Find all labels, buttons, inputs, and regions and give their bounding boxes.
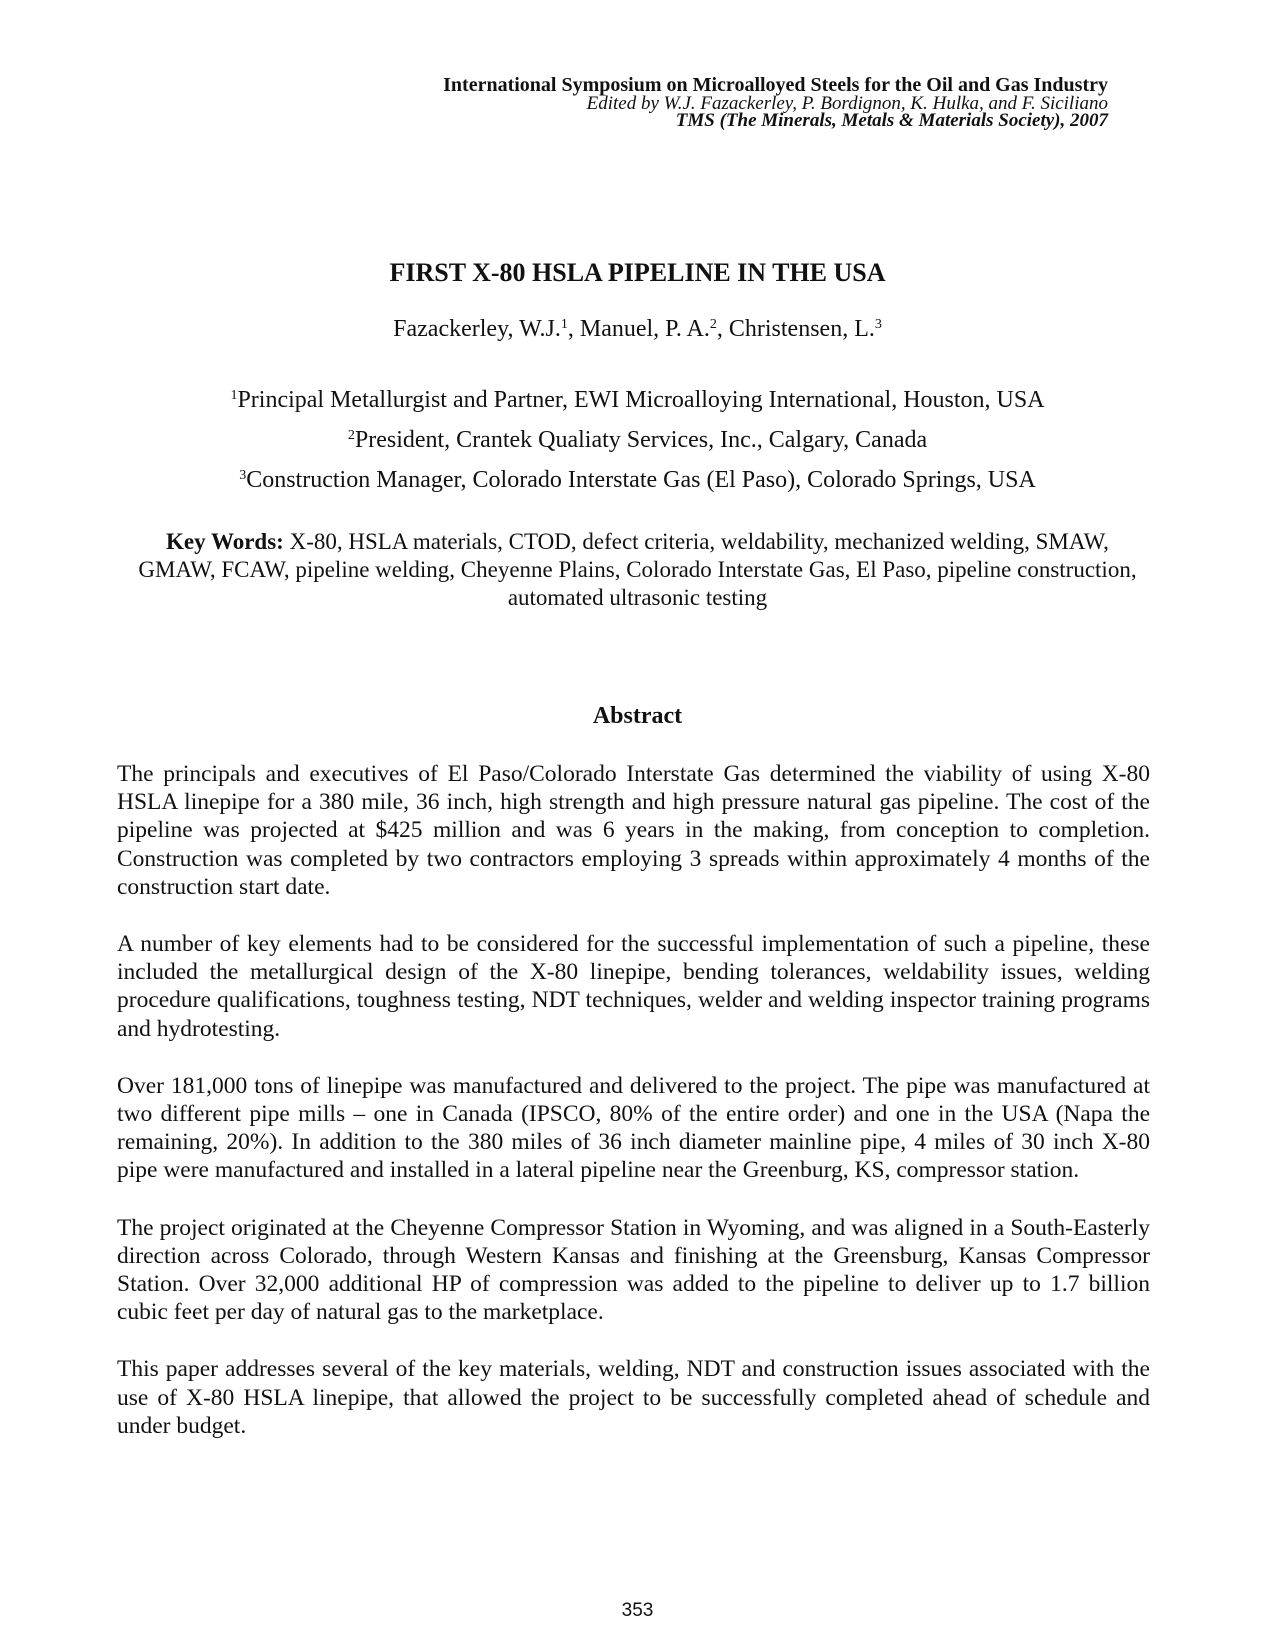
affiliation-text: President, Crantek Qualiaty Services, Inc., Calgary, Canada [354, 427, 928, 453]
affiliation-2 [0, 425, 1275, 455]
author-affiliation-mark: 3 [874, 317, 882, 332]
author-separator: , [567, 316, 580, 342]
affiliation-3 [0, 465, 1275, 495]
affiliation-text: Principal Metallurgist and Partner, EWI Microalloying International, Houston, USA [237, 387, 1045, 413]
abstract-body [117, 760, 1150, 1469]
publication-header [208, 74, 1108, 130]
paper-title: FIRST X-80 HSLA PIPELINE IN THE USA [389, 258, 886, 287]
author-affiliation-mark: 2 [709, 317, 717, 332]
abstract-paragraph: This paper addresses several of the key materials, welding, NDT and construction issues associated with the use of X-80 HSLA linepipe, that allowed the project to be successfully completed ahead of schedule and under budget. [117, 1356, 1150, 1439]
author-separator: , [716, 316, 729, 342]
abstract-paragraph: The principals and executives of El Paso/Colorado Interstate Gas determined the viability of using X-80 HSLA linepipe for a 380 mile, 36 inch, high strength and high pressure natural gas pipeline. The cost of the pipeline was projected at $425 million and was 6 years in the making, from conception to completion. Construction was completed by two contractors employing 3 spreads within approximately 4 months of the construction start date. [117, 761, 1150, 900]
abstract-paragraph: Over 181,000 tons of linepipe was manufactured and delivered to the project. The pipe was manufactured at two different pipe mills – one in Canada (IPSCO, 80% of the entire order) and one in the USA (Napa the remaining, 20%). In addition to the 380 miles of 36 inch diameter mainline pipe, 4 miles of 30 inch X-80 pipe were manufactured and installed in a lateral pipeline near the Greenburg, KS, compressor station. [117, 1072, 1150, 1184]
affiliation-mark: 1 [230, 388, 238, 403]
author-name: Christensen, L. [728, 316, 875, 342]
conference-name: International Symposium on Microalloyed Steels for the Oil and Gas Industry [443, 74, 1108, 96]
keywords-label: Key Words: [166, 529, 284, 554]
author-name: Manuel, P. A. [579, 316, 710, 342]
affiliation-mark: 3 [239, 468, 247, 483]
page-number: 353 [621, 1600, 654, 1621]
abstract-paragraph: The project originated at the Cheyenne Compressor Station in Wyoming, and was aligned in a South-Easterly direction across Colorado, through Western Kansas and finishing at the Greensburg, Kansas Compressor Station. Over 32,000 additional HP of compression was added to the pipeline to deliver up to 1.7 billion cubic feet per day of natural gas to the marketplace. [117, 1214, 1150, 1326]
abstract-paragraph: A number of key elements had to be considered for the successful implementation of such a pipeline, these included the metallurgical design of the X-80 linepipe, bending tolerances, weldability issues, welding procedure qualifications, toughness testing, NDT techniques, welder and welding inspector training programs and hydrotesting. [117, 931, 1150, 1042]
affiliation-1 [0, 385, 1275, 415]
affiliation-mark: 2 [347, 428, 355, 443]
author-list [0, 314, 1275, 344]
author-affiliation-mark: 1 [560, 317, 568, 332]
publisher-line: TMS (The Minerals, Metals & Materials Society), 2007 [675, 110, 1108, 131]
editors-line: Edited by W.J. Fazackerley, P. Bordignon, K. Hulka, and F. Siciliano [586, 93, 1108, 114]
keywords-text: X-80, HSLA materials, CTOD, defect criteria, weldability, mechanized welding, SMAW, GMAW, FCAW, pipeline welding, Cheyenne Plains, Colorado Interstate Gas, El Paso, pipeline construction, automated ultrasonic testing [138, 529, 1137, 610]
affiliation-text: Construction Manager, Colorado Interstate Gas (El Paso), Colorado Springs, USA [246, 467, 1036, 493]
abstract-heading: Abstract [592, 703, 683, 729]
author-name: Fazackerley, W.J. [393, 316, 561, 342]
keywords-block [130, 528, 1145, 612]
